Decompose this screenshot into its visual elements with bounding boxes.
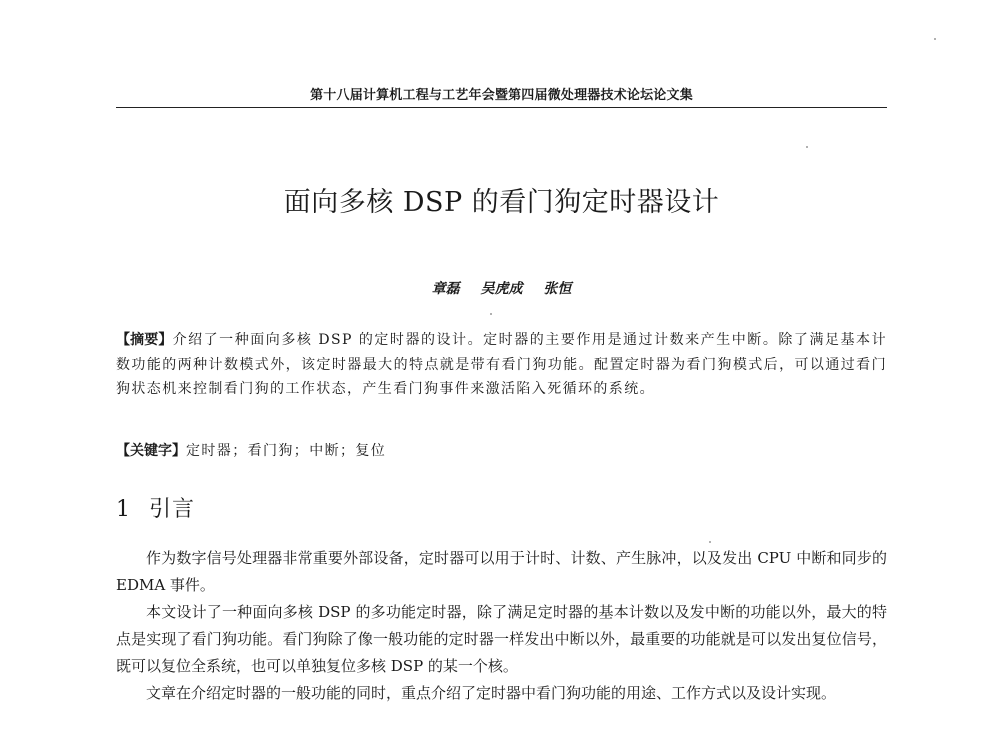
paragraph-3: 文章在介绍定时器的一般功能的同时，重点介绍了定时器中看门狗功能的用途、工作方式以及设计实现。	[146, 684, 837, 702]
scan-speck	[934, 38, 936, 40]
author-list	[116, 278, 887, 298]
keywords	[116, 440, 887, 462]
abstract-text: 介绍了一种面向多核 DSP 的定时器的设计。定时器的主要作用是通过计数来产生中断。除了满足基本计数功能的两种计数模式外，该定时器最大的特点就是带有看门狗功能。配置定时器为看门狗模式后，可以通过看门狗状态机来控制看门狗的工作状态，产生看门狗事件来激活陷入死循环的系统。	[116, 332, 887, 397]
section-title: 引言	[149, 497, 196, 522]
keywords-label: 【关键字】	[116, 443, 186, 459]
paragraph-1: 作为数字信号处理器非常重要外部设备，定时器可以用于计时、计数、产生脉冲，以及发出 CPU 中断和同步的 EDMA 事件。	[116, 549, 887, 594]
section-number: 1	[116, 497, 131, 522]
section-heading	[116, 492, 195, 523]
paper-title: 面向多核 DSP 的看门狗定时器设计	[283, 187, 720, 218]
abstract-label: 【摘要】	[116, 332, 173, 348]
running-header: 第十八届计算机工程与工艺年会暨第四届微处理器技术论坛论文集	[310, 88, 693, 103]
scan-speck	[806, 146, 808, 148]
scan-speck	[490, 313, 492, 315]
abstract	[116, 328, 887, 402]
author-3: 张恒	[543, 281, 572, 297]
header-rule	[116, 107, 887, 108]
author-2: 吴虎成	[480, 281, 523, 297]
paragraph-2: 本文设计了一种面向多核 DSP 的多功能定时器，除了满足定时器的基本计数以及发中断的功能以外，最大的特点是实现了看门狗功能。看门狗除了像一般功能的定时器一样发出中断以外，最重要的功能就是可以发出复位信号，既可以复位全系统，也可以单独复位多核 DSP 的某一个核。	[116, 603, 887, 675]
body-text	[116, 545, 887, 707]
author-1: 章磊	[431, 281, 460, 297]
keywords-text: 定时器；看门狗；中断；复位	[186, 443, 387, 459]
scan-speck	[709, 541, 711, 543]
